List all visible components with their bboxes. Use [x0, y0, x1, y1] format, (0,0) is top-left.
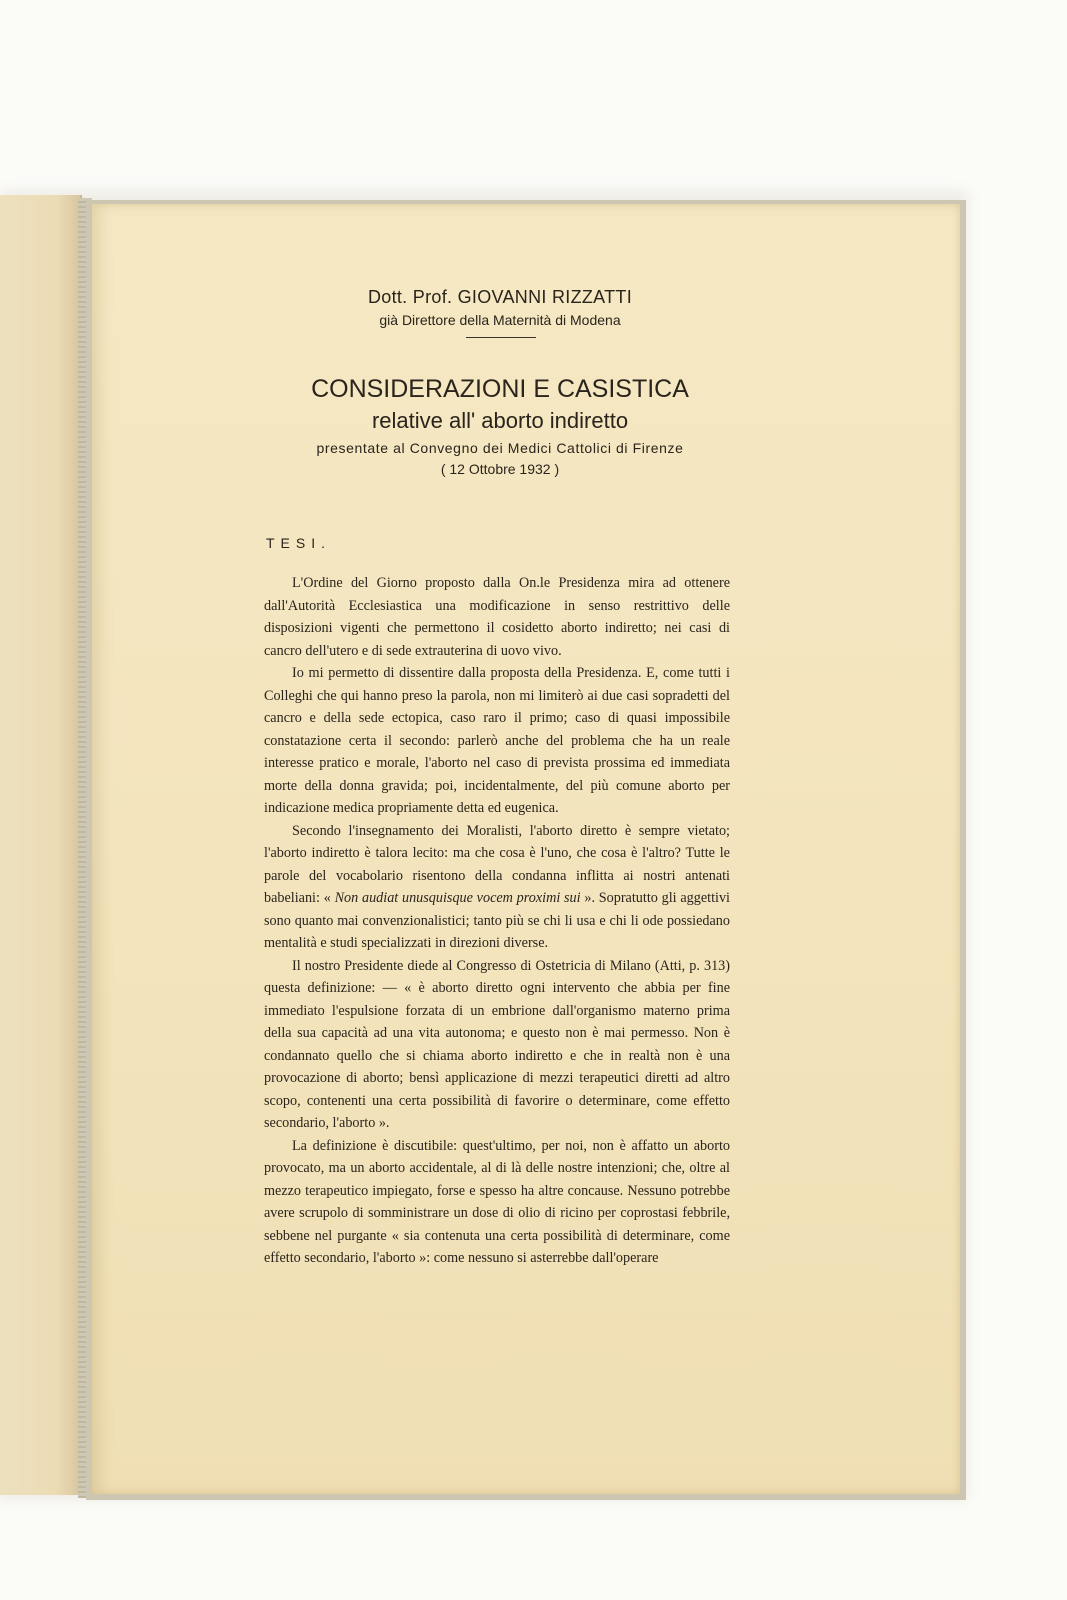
paragraph-2: Io mi permetto di dissentire dalla proposta della Presidenza. E, come tutti i Colleghi che qui hanno preso la parola, non mi limiterò ai due casi sopradetti del cancro e della sede ectopica, caso raro il primo; caso di quasi impossibile constatazione certa il secondo: parlerò anche del problema che ha un reale interesse pratico e morale, l'aborto nel caso di prevista prossima ed immediata morte della donna gravida; poi, incidentalmente, del più comune aborto per indicazione medica propriamente detta ed eugenica. [264, 665, 730, 816]
paragraph-5: La definizione è discutibile: quest'ultimo, per noi, non è affatto un aborto provocato, ma un aborto accidentale, al di là delle nostre intenzioni; che, oltre al mezzo terapeutico impiegato, forse e spesso ha altre concause. Nessuno potrebbe avere scrupolo di somministrare un dose di olio di ricino per coprostasi febbrile, sebbene nel purgante « sia contenuta una certa possibilità di determinare, come effetto secondario, l'aborto »: come nessuno si asterrebbe dall'operare [264, 1137, 730, 1266]
author-name: Dott. Prof. GIOVANNI RIZZATTI [367, 287, 633, 307]
latin-quote: Non audiat unusquisque vocem proximi sui [334, 890, 581, 906]
document-subtitle: relative all' aborto indiretto [371, 408, 629, 433]
body-text [264, 572, 730, 1270]
paragraph-1: L'Ordine del Giorno proposto dalla On.le Presidenza mira ad ottenere dall'Autorità Ecclesiastica una modificazione in senso restrittivo delle disposizioni vigenti che permettono il cosidetto aborto indiretto; nei casi di cancro dell'utero e di sede extrauterina di uovo vivo. [264, 575, 730, 659]
section-heading: TESI. [266, 535, 332, 551]
presentation-note: presentate al Convegno dei Medici Cattolici di Firenze [316, 440, 684, 456]
paragraph-3-text-a: Secondo l'insegnamento dei Moralisti, l'aborto diretto è sempre vietato; l'aborto indiretto è talora lecito: ma che cosa è l'uno, che cosa è l'altro? Tutte le parole del vocabolario risentono della condanna inflitta ai nostri antenati babeliani: « [264, 822, 730, 906]
paragraph-3-text-b: ». Sopratutto gli aggettivi sono quanto mai convenzionalistici; tanto più se chi li usa e chi li ode possiedano mentalità e studi specializzati in direzioni diverse. [264, 890, 730, 951]
author-role: già Direttore della Maternità di Modena [379, 312, 621, 328]
paragraph-3 [264, 820, 730, 955]
document-title: CONSIDERAZIONI E CASISTICA [311, 375, 689, 403]
header-divider [466, 337, 536, 338]
paragraph-4: Il nostro Presidente diede al Congresso di Ostetricia di Milano (Atti, p. 313) questa definizione: — « è aborto diretto ogni intervento che abbia per fine immediato l'espulsione forzata di un embrione dall'organismo materno prima della sua capacità ad una vita autonoma; e questo non è mai permesso. Non è condannato quello che si chiama aborto indiretto e che in realtà non è una provocazione di aborto; bensì applicazione di mezzi terapeutici diretti ad altro scopo, contenenti una certa possibilità di favorire o determinare, come effetto secondario, l'aborto ». [264, 957, 730, 1131]
presentation-date: ( 12 Ottobre 1932 ) [440, 461, 560, 477]
left-page-edge [0, 195, 82, 1495]
